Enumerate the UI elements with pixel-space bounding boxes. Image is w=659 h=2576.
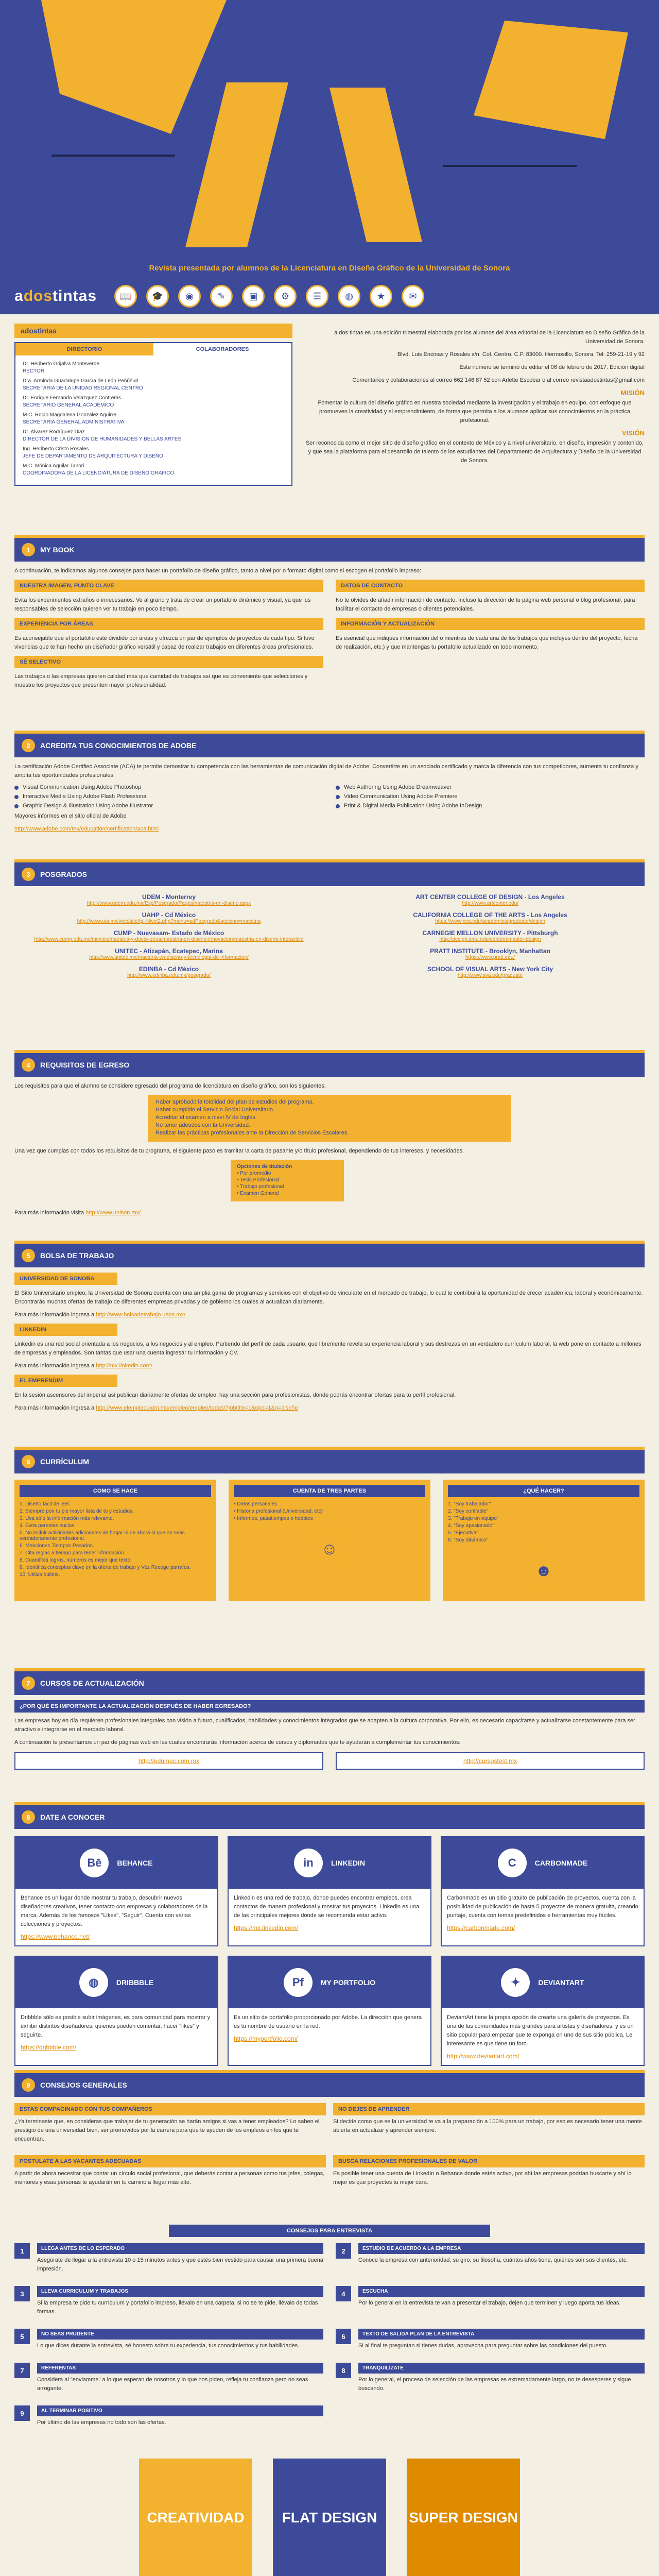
cv-item: 9. Identifica conceptos clave en la oferta de trabajo y Vez Recoge parrafos. — [20, 1565, 191, 1570]
posgrado-name: EDINBA - Cd México — [138, 965, 199, 973]
vision-text: Ser reconocida como el mejor sitio de diseño gráfico en el contexto de México y a nivel universitario, en diseño, impresión y contenido, y que sea la plataforma para el desarrollo de talento de los estudiantes del Departamento de Arquitectura y Diseño de la Universidad de Sonora. — [305, 440, 644, 464]
cursos-link[interactable]: http://cursostest.mx — [463, 1757, 517, 1765]
vision-title: VISIÓN — [621, 429, 645, 437]
cv-item: • Historia profesional (Universidad, etc) — [234, 1509, 323, 1514]
person-role: RECTOR — [23, 368, 45, 374]
section-header: 2 ACREDITA TUS CONOCIMIENTOS DE ADOBE — [14, 731, 645, 757]
interview-tip-text: Si al final te preguntan si tienes dudas, aprovecha para preguntar sobre las condiciones del puesto. — [358, 2343, 608, 2349]
number-icon: 2 — [336, 2243, 351, 2259]
number-icon: 7 — [14, 2363, 30, 2378]
card-link[interactable]: https://carbonmade.com/ — [447, 1924, 515, 1932]
decor-line — [443, 165, 577, 167]
tip-header: SÉ SELECTIVO — [14, 656, 323, 668]
cv-item: 3. "Trabajo en equipo" — [448, 1516, 499, 1521]
cert-list — [14, 784, 323, 809]
downloads-section — [0, 2442, 659, 2576]
interview-tip-text: Por lo general en la entrevista te van a presentar el trabajo, dejen que terminen y luego aporta tus ideas. — [358, 2300, 621, 2307]
magazine-subtitle: Revista presentada por alumnos de la Licenciatura en Diseño Gráfico de la Universidad de Sonora — [149, 263, 510, 273]
tip-header: ESTAS COMPAGINADO CON TUS COMPAÑEROS — [14, 2103, 326, 2115]
subtitle-strip — [0, 258, 659, 278]
directory-list — [15, 355, 291, 485]
posgrado-link[interactable]: http://www.sva.edu/graduate — [457, 973, 523, 978]
interview-tip-title: TRANQUILÍZATE — [358, 2363, 645, 2374]
interview-tip-title: NO SEAS PRUDENTE — [37, 2329, 323, 2340]
pdf-item[interactable] — [407, 2459, 520, 2576]
tassel-shape — [330, 88, 422, 242]
posgrado-link[interactable]: http://www.udem.edu.mx/Esp/Posgrado/Pages/maestria-en-diseno.aspx — [86, 901, 251, 906]
section-intro: La certificación Adobe Certified Associate (ACA) te permite demostrar tu competencia con las herramientas de comunicación digital de Adobe. Convertirte en un asociado certificado y marca la diferencia con tus competidores, aumenta tu confianza y amplía tus oportunidades profesionales. — [14, 764, 638, 779]
directory-entry — [23, 378, 284, 392]
posgrado-link[interactable]: http://www.unitec.mx/maestria-en-diseno-y-tecnologia-de-informacion/ — [89, 955, 249, 960]
posgrado-link[interactable]: https://www.cca.edu/academics/graduate/design — [435, 919, 545, 924]
number-icon: 3 — [14, 2286, 30, 2301]
dribbble-icon: ◍ — [79, 1968, 108, 1997]
directory-entry — [23, 463, 284, 477]
portfolio-card — [441, 1836, 645, 1946]
mission-text: Fomentar la cultura del diseño gráfico en nuestra sociedad mediante la investigación y el trabajo en equipo, con enfoque que promueven la creatividad y el emprendimiento, de forma que permita a los alumnos aplicar sus conocimientos en la práctica profesional. — [318, 400, 632, 424]
pdf-cover: CREATIVIDAD — [139, 2459, 252, 2576]
cv-item: 5. No incluir actividades adicionales de hogar ni de ahora si que no seas verdaderamente profesional. — [20, 1530, 185, 1541]
unison-link[interactable]: http://www.unison.mx/ — [85, 1210, 141, 1216]
person-name: Dr. Álvarez Rodríguez Diaz — [23, 429, 85, 435]
card-text: Linkedin es una red de trabajo, donde puedes encontrar empleos, crea contactos de manera profesional y mostrar tus proyectos. Linkedin es una de las principales mejores donde se recomienda estar activo. — [234, 1895, 420, 1919]
book-icon[interactable]: 📖 — [114, 285, 137, 308]
section-my-book — [0, 526, 659, 721]
posgrado-item — [336, 947, 645, 960]
posgrado-link[interactable]: http://design.cmu.edu/content/master-design — [439, 937, 541, 942]
card-title: BEHANCE — [117, 1859, 153, 1867]
person-name: Dr. Enrique Fernando Velázquez Contreras — [23, 395, 122, 401]
linkedin-link[interactable]: http://mx.linkedin.com/ — [96, 1363, 152, 1369]
job-source-text: El Sitio Universitario empleo, la Universidad de Sonora cuenta con una amplia gama de programas y servicios con el objetivo de vincularte en el mercado de trabajo, lo cual te contribuirá la oportunidad de crecer académica, laboral y económicamente. Encontrarás muchas ofertas de trabajo de diferentes empresas privadas y de gobierno los cuales al actualizan diariamente. — [14, 1290, 643, 1306]
brand-tag: adostintas — [14, 324, 292, 338]
posgrado-name: PRATT INSTITUTE - Brooklyn, Manhattan — [430, 947, 550, 955]
interview-tip-title: TEXTO DE SALIDA PLAN DE LA ENTREVISTA — [358, 2329, 645, 2340]
portfolio-card — [228, 1836, 431, 1946]
job-source-header: UNIVERSIDAD DE SONORA — [14, 1273, 117, 1285]
cv-item: 5. "Ejecutiva" — [448, 1530, 478, 1536]
posgrado-item — [14, 947, 323, 960]
section-header: 4 REQUISITOS DE EGRESO — [14, 1050, 645, 1077]
linkedin-icon: in — [294, 1849, 323, 1877]
section-header: 6 CURRÍCULUM — [14, 1447, 645, 1473]
posgrado-item — [14, 893, 323, 906]
number-icon: 1 — [14, 2243, 30, 2259]
person-name: Ing. Heriberto Cristo Rosales — [23, 446, 89, 452]
person-role: JEFE DE DEPARTAMENTO DE ARQUITECTURA Y DISEÑO — [23, 453, 163, 459]
tip-text: No te olvides de añadir información de contacto, incluso la dirección de tu página web personal o blog profesional, para facilitar el contacto de empresas o clientes potenciales. — [336, 597, 635, 613]
interview-tip-text: Conoce la empresa con anterioridad, su giro, su filosofía, cuántos años tiene, quiénes son sus clientes, etc. — [358, 2257, 628, 2263]
cv-item: 2. Siempre pon tu pie mayor lista de tu y estudios. — [20, 1509, 134, 1514]
card-link[interactable]: https://dribbble.com/ — [21, 2044, 77, 2052]
posgrado-list — [14, 893, 323, 984]
requirement-item: Realizar las prácticas profesionales ante la Dirección de Servicios Escolares. — [155, 1130, 349, 1137]
graduation-cap-shape — [474, 21, 628, 139]
graduation-icon[interactable]: 🎓 — [146, 285, 169, 308]
card-text: DeviantArt tiene la propia opción de crearte una galería de proyectos. Es una de las comunidades más grandes para artistas y diseñadores, y es un sitio popular para empezar que te exponga en uno de sus sitio pública. Le interesante es que tiene un foro. — [447, 2014, 634, 2047]
interview-tip — [14, 2243, 323, 2278]
section-curriculum — [0, 1437, 659, 1659]
section-adobe — [0, 721, 659, 850]
card-body — [229, 2008, 430, 2047]
posgrado-list — [336, 893, 645, 984]
cert-item: Visual Communication Using Adobe Photoshop — [14, 784, 323, 790]
section-posgrados — [0, 850, 659, 1041]
more-text: Mayores informes en el sitio oficial de Adobe — [14, 813, 127, 820]
interview-tip-title: ESTUDIO DE ACUERDO A LA EMPRESA — [358, 2243, 645, 2254]
card-link[interactable]: https://www.behance.net/ — [21, 1933, 90, 1941]
carbonmade-icon: C — [498, 1849, 527, 1877]
cv-item: 3. Usa sólo la información más relevante. — [20, 1516, 114, 1521]
interview-tip — [336, 2363, 645, 2397]
cv-column: ¿QUÉ HACER? 1. "Soy trabajador" 2. "Soy confiable" 3. "Trabajo en equipo" 4. "Soy apasionado" 5. "Ejecutiva" 6. "Soy dinámico" ☻ — [443, 1480, 645, 1601]
cert-item: Print & Digital Media Publication Using Adobe InDesign — [336, 803, 645, 809]
cv-item: 4. Evita perentes sucios. — [20, 1523, 76, 1529]
number-icon: 4 — [336, 2286, 351, 2301]
card-title: CARBONMADE — [534, 1859, 588, 1867]
card-header — [442, 1957, 644, 2008]
job-source-text: Linkedin es una red social orientada a los negocios, a los negocios y al empleo. Partiendo del perfil de cada usuario, que libremente revela su experiencia laboral y sus destrezas en un verdadero currículum laboral, la web pone en contacto a millones de empresas y empleados. Son tantas que usar una cuenta ingresar tu información y CV. — [14, 1341, 641, 1357]
hero-illustration — [0, 0, 659, 258]
tip-text: Si decide como que se la universidad te va a la preparación a 100% para un trabajo, por eso es necesario tener una mente abierta en actualizar y aprender siempre. — [333, 2119, 642, 2134]
card-body — [15, 2008, 217, 2056]
section-header: 5 BOLSA DE TRABAJO — [14, 1241, 645, 1267]
section-header: 9 CONSEJOS GENERALES — [14, 2070, 645, 2097]
tip-text: ¿Ya terminaste que, en consideras que trabajar de tu generación se harán amigos si vas a tener empleados? Lo saben el prestigio de una universidad bien, ser promovidos por la carrera para que te ayuden de los empleos en los que te encuentran. — [14, 2119, 320, 2143]
option-item: • Examen General — [237, 1191, 279, 1197]
interview-title: CONSEJOS PARA ENTREVISTA — [169, 2225, 490, 2237]
cv-item: 2. "Soy confiable" — [448, 1509, 489, 1514]
tip-text: Es posible tener una cuenta de LinkedIn o Behance donde estés activo, por ahí las empresas podrían buscarte y ahí lo mejor es que proyectes tu mejor cara. — [333, 2171, 632, 2186]
globe-icon[interactable]: ◍ — [338, 285, 360, 308]
person-role: DIRECTOR DE LA DIVISIÓN DE HUMANIDADES Y BELLAS ARTES — [23, 436, 182, 442]
pdf-cover: SUPER DESIGN — [407, 2459, 520, 2576]
contact-text: Comentarios y colaboraciones al correo 662 146 87 52 con Arlette Escobar o al correo revistaadostintas@gmail.com — [352, 377, 645, 384]
option-item: • Por promedio — [237, 1171, 271, 1177]
deviantart-icon: ✦ — [501, 1968, 530, 1997]
posgrado-name: UNITEC - Atizapán, Ecatepec, Marina — [115, 947, 223, 955]
cert-list — [336, 784, 645, 809]
posgrado-link[interactable]: http://www.uia.mx/web/site/tpl-Nivel2.php?menu=adPosgrado&seccion=maestria — [77, 919, 261, 924]
person-role: SECRETARIO GENERAL ACADÉMICO — [23, 402, 114, 408]
card-body — [442, 2008, 644, 2065]
tip-text: Es aconsejable que el portafolio esté dividido por áreas y ofrezca un par de ejemplos de proyectos de cada tipo. Si tuvo vivencias que te han hecho un diseñador gráfico versátil y capaz de realizar trabajos en diferentes áreas profesionales. — [14, 635, 315, 651]
portfolio-card — [441, 1956, 645, 2066]
section-intro: Los requisitos para que el alumno se considere egresado del programa de licenciatura en diseño gráfico, son los siguientes: — [14, 1083, 326, 1089]
cv-item: • Informes, pasatiempos o hobbies — [234, 1516, 313, 1521]
tab-colaboradores[interactable]: COLABORADORES — [153, 343, 291, 355]
cert-item: Graphic Design & Illustration Using Adobe Illustrator — [14, 803, 323, 809]
tip-header: DATOS DE CONTACTO — [336, 580, 645, 592]
posgrado-link[interactable]: http://www.artcenter.edu/ — [461, 901, 519, 906]
section-bolsa: 5 BOLSA DE TRABAJO UNIVERSIDAD DE SONORA El Sitio Universitario empleo, la Universidad de Sonora cuenta con una amplia gama de programas y servicios con el objetivo de vincularte en el mercado de trabajo, lo cual te contribuirá la oportunidad de crecer académica, laboral y económicamente. Encontrarás muchas ofertas de trabajo de diferentes empresas privadas y de gobierno los cuales al actualizan diariamente. Para más información ingresa a http://www.bolsadetrabajo.uson.mx/ LINKEDIN Linkedin es una red social orientada a los negocios, a los negocios y al empleo. Partiendo del perfil de cada usuario, que libremente revela su experiencia laboral y sus destrezas en un verdadero currículum laboral, la web pone en contacto a millones de empresas y empleados. Son tantas que usar una cuenta ingresar tu información y CV. Para más información ingresa a http://mx.linkedin.com/ EL EMPRENDIM En la sesión ascensores del imperial así publican diariamente ofertas de empleo, hay una sección para profesionistas, donde podrás encontrar ofertas para tu perfil profesional. Para más información ingresa a http://www.elempleo.com.mx/empleo/empleo/todas/?jobtitle=1&opo=1&q=diseño — [0, 1231, 659, 1437]
portfolio-cards — [14, 1836, 645, 2066]
tip-header: POSTÚLATE A LAS VACANTES ADECUADAS — [14, 2155, 326, 2167]
interview-tip-title: AL TERMINAR POSITIVO — [37, 2405, 323, 2416]
tip-header: BUSCA RELACIONES PROFESIONALES DE VALOR — [333, 2155, 645, 2167]
person-role: COORDINADORA DE LA LICENCIATURA DE DISEÑO GRÁFICO — [23, 470, 175, 476]
interview-tip-title: LLEVA CURRICULUM Y TRABAJOS — [37, 2286, 323, 2297]
star-icon[interactable]: ★ — [370, 285, 392, 308]
tip-text: Es esencial que indiques información del o mientras de cada una de los trabajos que incluyes dentro del proyecto, fecha de realización, etc.) y que mantengas tu portafolio actualizado en todo momento. — [336, 635, 638, 651]
posgrado-name: ART CENTER COLLEGE OF DESIGN - Los Angeles — [415, 893, 565, 901]
cv-item: 6. "Soy dinámico" — [448, 1537, 489, 1543]
card-header — [229, 1837, 430, 1889]
pdf-item[interactable] — [273, 2459, 386, 2576]
requirements-list — [148, 1095, 511, 1142]
camera-icon[interactable]: ◉ — [178, 285, 201, 308]
requirement-item: Haber cumplido el Servicio Social Universitario. — [155, 1107, 275, 1113]
requirement-item: Haber aprobado la totalidad del plan de estudios del programa. — [155, 1099, 314, 1106]
directory-box — [14, 342, 292, 486]
nav-icons — [114, 285, 424, 308]
chat-icon[interactable]: ✉ — [402, 285, 424, 308]
directory-entry — [23, 429, 284, 443]
directory-entry — [23, 446, 284, 460]
pdf-item[interactable] — [139, 2459, 252, 2576]
posgrado-link[interactable]: http://www.cump.edu.mx/mexico/maestria-y-docto-otros/maestria-en-diseno-innovacion/maestria-en-diseno-interactivo — [34, 937, 304, 942]
card-text: Es un sitio de portafolio proporcionado por Adobe. La dirección que genera es tu nombre de usuario en la red. — [234, 2014, 422, 2030]
cv-item: 6. Menciones Tiempos Pasados. — [20, 1543, 94, 1549]
cv-item: • Datos personales — [234, 1501, 278, 1507]
interview-tip — [336, 2329, 645, 2354]
tip-text: A partir de ahora necesitar que contar un círculo social profesional, que deberás contar a personas como tus jefes, colegas, mentores y esas personas te ayudarán en tu camino a llegar más alto. — [14, 2171, 325, 2186]
card-link[interactable]: https://mx.linkedin.com/ — [234, 1924, 299, 1932]
card-title: LINKEDIN — [331, 1859, 366, 1867]
card-body — [442, 1889, 644, 1937]
tip-text: Evita los experimentos extraños o innecesarios. Ve al grano y trata de crear un portafolio dinámico y visual, ya que los responsables de selección quieren ver tu trabajo en poco tiempo. — [14, 597, 311, 613]
posgrado-name: CUMP - Nuevasam- Estado de México — [113, 929, 224, 937]
intro-section — [0, 314, 659, 526]
section-consejos — [0, 2061, 659, 2215]
pen-icon[interactable]: ✎ — [210, 285, 233, 308]
person-name: Dr. Heriberto Grijalva Monteverde — [23, 361, 99, 367]
face-icon: ☻ — [523, 1550, 564, 1591]
section-cursos — [0, 1659, 659, 1793]
address-text: Blvd. Luis Encinas y Rosales s/n. Col. Centro. C.P. 83000. Hermosillo, Sonora. Tel: 259-21-19 y 92 — [397, 351, 645, 358]
interview-tip-text: Considera al "enviamme" a lo que esperan de nosotros y lo que nos piden, refleja tu confianza pero no seas arrogante. — [37, 2377, 308, 2392]
card-header — [15, 1837, 217, 1889]
posgrado-item — [336, 911, 645, 924]
section-text: A continuación te presentamos un par de páginas web en las cuales encontrarás información acerca de cursos y diplomados que te ayudarán a complementar tus conocimientos: — [14, 1739, 461, 1746]
tip-header: INFORMACIÓN Y ACTUALIZACIÓN — [336, 618, 645, 630]
interview-tips — [14, 2243, 645, 2436]
interview-tip-text: Por último de las empresas no todo son las ofertas. — [37, 2419, 166, 2426]
tip-text: Las trabajos o las empresas quieren calidad más que cantidad de trabajos así que es conveniente que selecciones y muestre los proyectos que presenten mayor profesionalidad. — [14, 673, 308, 689]
cert-item: Interactive Media Using Adobe Flash Professional — [14, 793, 323, 800]
interview-tip-text: Asegúrate de llegar a la entrevista 10 o 15 minutos antes y que estés bien vestido para causar una primera buena impresión. — [37, 2257, 323, 2273]
posgrado-item — [14, 965, 323, 978]
card-link[interactable]: http://www.deviantart.com/ — [447, 2053, 519, 2060]
interview-tip — [14, 2363, 323, 2397]
interview-tip-text: Si la empresa te pide tu currículum y portafolio impreso, llévalo en una carpeta, si no se te pide, llévalo de todas formas. — [37, 2300, 318, 2315]
job-source-header: LINKEDIN — [14, 1324, 117, 1336]
posgrado-link[interactable]: https://www.pratt.edu/ — [465, 955, 515, 960]
person-role: SECRETARIA GENERAL ADMINISTRATIVA — [23, 419, 125, 425]
interview-tip-title: ESCUCHA — [358, 2286, 645, 2297]
tip-header: NUESTRA IMAGEN, PUNTO CLAVE — [14, 580, 323, 592]
number-icon: 6 — [336, 2329, 351, 2344]
cv-item: 10. Utiliza bullets. — [20, 1572, 60, 1578]
posgrado-item — [14, 911, 323, 924]
person-role: SECRETARIA DE LA UNIDAD REGIONAL CENTRO — [23, 385, 143, 391]
briefcase-icon[interactable]: ▣ — [242, 285, 265, 308]
logo: adostintas — [14, 287, 97, 304]
interview-tip — [14, 2405, 323, 2431]
question-header: ¿POR QUÉ ES IMPORTANTE LA ACTUALIZACIÓN DESPUÉS DE HABER EGRESADO? — [14, 1700, 645, 1713]
posgrado-link[interactable]: http://www.edinba.edu.mx/posgrado/ — [127, 973, 211, 978]
posgrado-item — [14, 929, 323, 942]
edition-text: Este número se terminó de editar el 06 de febrero de 2017. Edición digital — [459, 364, 645, 371]
interview-tip — [336, 2286, 645, 2320]
behance-icon: Bē — [80, 1849, 109, 1877]
option-item: • Trabajo profesional — [237, 1184, 284, 1190]
card-header — [442, 1837, 644, 1889]
interview-tip — [14, 2286, 323, 2320]
section-requisitos — [0, 1041, 659, 1231]
card-body — [229, 1889, 430, 1937]
tip-block — [333, 2103, 645, 2148]
interview-tip — [14, 2329, 323, 2354]
pdf-list — [14, 2451, 645, 2576]
option-item: • Tesis Profesional — [237, 1177, 279, 1183]
section-text: Las empresas hoy en día requieren profesionales integrales con visión a futuro, cualificados, habilidades y conocimientos integrados que se adapten a la cultura corporativa. Por ello, es necesario capacitarse y actualizarse constantemente para ser atractivo e integrarse en el mercado laboral. — [14, 1718, 635, 1733]
graduation-cap-shape — [41, 0, 227, 134]
card-link[interactable]: https://myportfolio.com/ — [234, 2035, 298, 2043]
person-name: M.C. Rocío Magdalena González Aguirre — [23, 412, 116, 418]
posgrado-name: CARNEGIE MELLON UNIVERSITY - Pittsburgh — [422, 929, 558, 937]
section-date-a-conocer — [0, 1793, 659, 2061]
cv-item: 4. "Soy apasionado" — [448, 1523, 494, 1529]
brand-row — [0, 278, 659, 314]
cv-item: 7. Cita reglas a tiempo para tener información. — [20, 1550, 126, 1556]
tips-grid — [14, 2103, 645, 2191]
portfolio-card — [228, 1956, 431, 2066]
requirement-item: No tener adeudos con la Universidad. — [155, 1122, 251, 1129]
about-text: a dos tintas es una edición trimestral elaborada por los alumnos del área editorial de la Licenciatura en Diseño Gráfico de la Universidad de Sonora. — [334, 330, 645, 345]
section-text: Una vez que cumplas con todos los requisitos de tu programa, el siguiente paso es tramitar la carta de pasante y/o título profesional, dependiendo de tus intereses, y necesidades. — [14, 1148, 464, 1155]
cv-column: COMO SE HACE 1. Diseño fácil de leer. 2. Siempre pon tu pie mayor lista de tu y estudios. 3. Usa sólo la información más relevante. 4. Evita perentes sucios. 5. No incluir actividades adicionales de hogar ni de ahora si que no seas verdaderamente profesional. 6. Menciones Tiempos Pasados. 7. Cita reglas a tiempo para tener información. 8. Cuantificá logros, números es mejor que texto. 9. Identifica conceptos clave en la oferta de trabajo y Vez Recoge parrafos. 10. Utiliza bullets. — [14, 1480, 216, 1601]
card-title: DRIBBBLE — [116, 1978, 154, 1987]
doc-icon[interactable]: ☰ — [306, 285, 328, 308]
section-intro: A continuación, te indicamos algunos consejos para hacer un portafolio de diseño gráfico, tanto a nivel por o formato digital como si escogen el portafolio impreso: — [14, 568, 422, 574]
card-text: Behance es un lugar donde mostrar tu trabajo, descubrir nuevos diseñadores creativos, tener contacto con empresas y colaboradores de la marca. Además de los famosos "Likes", "Seguir", Cuenta con varias colecciones y proyectos. — [21, 1895, 208, 1928]
pdf-cover: FLAT DESIGN — [273, 2459, 386, 2576]
face-icon: ☺ — [309, 1528, 350, 1569]
card-title: DEVIANTART — [538, 1978, 584, 1987]
section-header: 1 MY BOOK — [14, 535, 645, 562]
number-icon: 9 — [14, 2405, 30, 2421]
interview-tip-title: REFERENTAS — [37, 2363, 323, 2374]
posgrado-name: SCHOOL OF VISUAL ARTS - New York City — [427, 965, 553, 973]
portfolio-card — [14, 1956, 218, 2066]
tab-directorio[interactable]: DIRECTORIO — [15, 343, 153, 355]
tip-block — [333, 2155, 645, 2191]
mission-title: MISIÓN — [620, 389, 645, 397]
posgrado-name: UAHP - Cd México — [142, 911, 196, 919]
requirement-item: Acreditar el examen a nivel IV de Inglés. — [155, 1114, 257, 1121]
directory-entry — [23, 412, 284, 426]
job-source-text: En la sesión ascensores del imperial así publican diariamente ofertas de empleo, hay una sección para profesionistas, donde podrás encontrar ofertas para tu perfil profesional. — [14, 1392, 456, 1399]
section-entrevista — [0, 2215, 659, 2442]
cv-item: 8. Cuantificá logros, números es mejor que texto. — [20, 1557, 132, 1563]
tip-block — [14, 2155, 326, 2191]
cv-item: 1. "Soy trabajador" — [448, 1501, 491, 1507]
edumac-link[interactable]: http://edumac.com.mx — [138, 1757, 200, 1765]
tip-block — [14, 2103, 326, 2148]
person-name: Dra. Arminda Guadalupe García de León Peñúñuri — [23, 378, 138, 384]
interview-tip — [336, 2243, 645, 2278]
decor-line — [51, 155, 175, 157]
portfolio-card — [14, 1836, 218, 1946]
tip-header: EXPERIENCIA POR ÁREAS — [14, 618, 323, 630]
directory-entry — [23, 395, 284, 409]
posgrado-item — [336, 965, 645, 978]
interview-tip-text: Por lo general, el proceso de selección de las empresas es extremadamente largo, no te desesperes y sigue buscando. — [358, 2377, 631, 2392]
bolsa-link[interactable]: http://www.bolsadetrabajo.uson.mx/ — [96, 1312, 186, 1318]
number-icon: 5 — [14, 2329, 30, 2344]
more-label: Para más información visita — [14, 1210, 84, 1216]
tip-header: NO DEJES DE APRENDER — [333, 2103, 645, 2115]
cert-item: Web Authoring Using Adobe Dreamweaver — [336, 784, 645, 790]
section-header: 8 DATE A CONOCER — [14, 1802, 645, 1829]
section-header: 7 CURSOS DE ACTUALIZACIÓN — [14, 1668, 645, 1695]
posgrado-item — [336, 929, 645, 942]
section-header: 3 POSGRADOS — [14, 859, 645, 886]
card-text: Carbonmade es un sitio gratuito de publicación de proyectos, cuenta con la posibilidad de publicación de hasta 5 proyectos de manera gratuita, creando puntaje, cuenta con temas predefinidos e herramientas muy fáciles. — [447, 1895, 638, 1919]
tassel-shape — [185, 82, 288, 247]
empleo-link[interactable]: http://www.elempleo.com.mx/empleo/empleo/todas/?jobtitle=1&opo=1&q=diseño — [96, 1405, 298, 1412]
job-source-header: EL EMPRENDIM — [14, 1375, 117, 1387]
card-title: MY PORTFOLIO — [320, 1978, 376, 1987]
posgrado-item — [336, 893, 645, 906]
interview-tip-text: Lo que dices durante la entrevista, sé honesto sobre tu experiencia, tus conocimientos y tus habilidades. — [37, 2343, 300, 2349]
posgrado-name: CALIFORNIA COLLEGE OF THE ARTS - Los Angeles — [413, 911, 567, 919]
interview-tip-title: LLEGA ANTES DE LO ESPERADO — [37, 2243, 323, 2254]
cert-item: Video Communication Using Adobe Premiere — [336, 793, 645, 800]
cv-column: CUENTA DE TRES PARTES • Datos personales • Historia profesional (Universidad, etc) • Informes, pasatiempos o hobbies ☺ — [229, 1480, 430, 1601]
number-icon: 8 — [336, 2363, 351, 2378]
card-text: Dribbble sólo es posible subir imágenes, es para comunidad para mostrar y exhibir distintos diseñadores, quienes pueden comentar, hacer "likes" y seguirte. — [21, 2014, 211, 2039]
person-name: M.C. Mónica Aguilar Tanori — [23, 463, 84, 469]
adobe-link[interactable]: http://www.adobe.com/mx/education/certification/aca.html — [14, 826, 159, 833]
card-header — [15, 1957, 217, 2008]
titulacion-options: Opciones de titulación • Por promedio • Tesis Profesional • Trabajo profesional • Examen General — [231, 1160, 344, 1201]
my-portfolio-icon: Pf — [284, 1968, 313, 1997]
posgrado-name: UDEM - Monterrey — [142, 893, 196, 901]
cv-item: 1. Diseño fácil de leer. — [20, 1501, 71, 1507]
card-body — [15, 1889, 217, 1945]
gear-icon[interactable]: ⚙ — [274, 285, 297, 308]
card-header — [229, 1957, 430, 2008]
directory-entry — [23, 361, 284, 375]
